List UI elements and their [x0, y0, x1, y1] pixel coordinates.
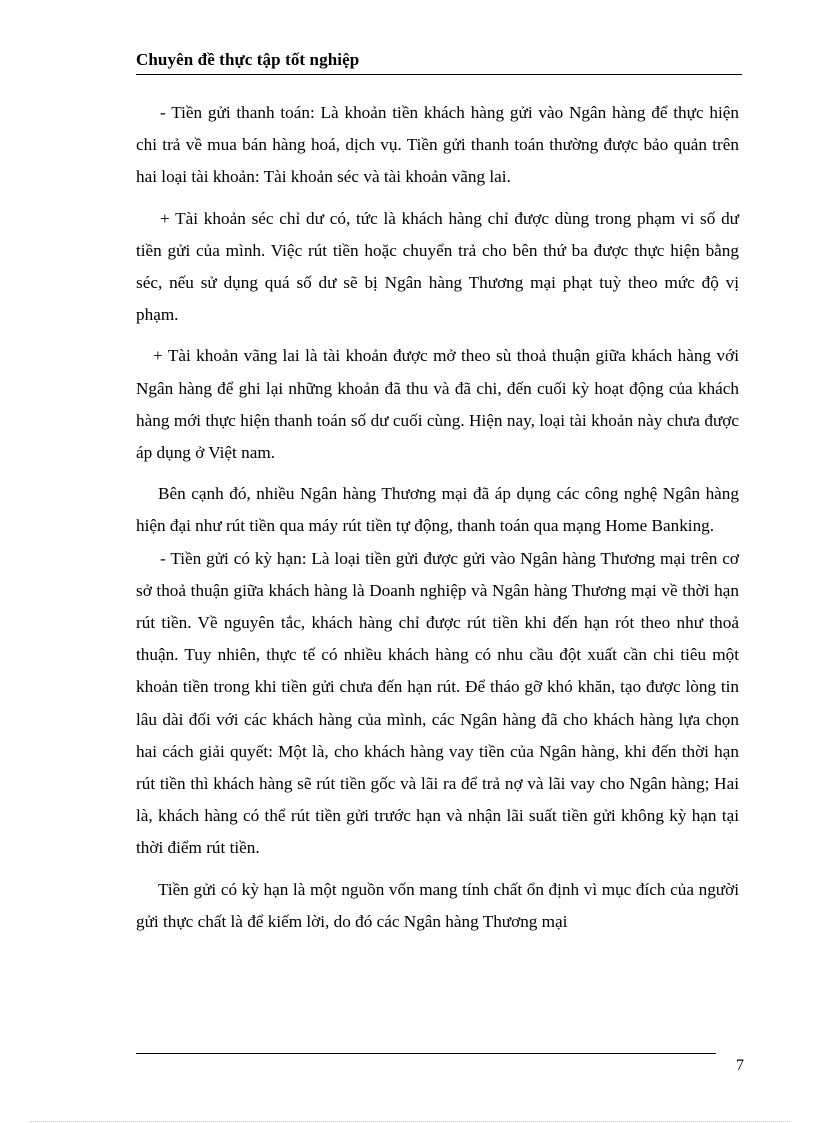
- paragraph-demand-deposit: - Tiền gửi thanh toán: Là khoản tiền khách hàng gửi vào Ngân hàng để thực hiện chi trả về mua bán hàng hoá, dịch vụ. Tiền gửi thanh toán thường được bảo quản trên hai loại tài khoản: Tài khoản séc và tài khoản vãng lai.: [136, 103, 739, 187]
- header-title: Chuyên đề thực tập tốt nghiệp: [136, 50, 360, 69]
- page-number: 7: [736, 1057, 744, 1074]
- paragraph-current-account: + Tài khoản vãng lai là tài khoản được mở theo sù thoả thuận giữa khách hàng với Ngân hàng để ghi lại những khoản đã thu và đã chi, đến cuối kỳ hoạt động của khách hàng mới thực hiện thanh toán số dư cuối cùng. Hiện nay, loại tài khoản này chưa được áp dụng ở Việt nam.: [136, 346, 739, 463]
- page-edge-divider: [30, 1121, 790, 1122]
- paragraph-term-deposit-stability: Tiền gửi có kỳ hạn là một nguồn vốn mang tính chất ổn định vì mục đích của người gửi thực chất là để kiếm lời, do đó các Ngân hàng Thương mại: [136, 879, 739, 931]
- document-body: [136, 97, 739, 938]
- footer-rule: [136, 1053, 716, 1054]
- paragraph-term-deposit: - Tiền gửi có kỳ hạn: Là loại tiền gửi được gửi vào Ngân hàng Thương mại trên cơ sở thoả thuận giữa khách hàng là Doanh nghiệp và Ngân hàng Thương mại về thời hạn rút tiền. Về nguyên tắc, khách hàng chỉ được rút tiền khi đến hạn rót theo như thoả thuận. Tuy nhiên, thực tế có nhiều khách hàng có nhu cầu đột xuất cần chi tiêu một khoản tiền trong khi tiền gửi chưa đến hạn rút. Để tháo gỡ khó khăn, tạo được lòng tin lâu dài đối với các khách hàng của mình, các Ngân hàng đã cho khách hàng lựa chọn hai cách giải quyết: Một là, cho khách hàng vay tiền của Ngân hàng, khi đến thời hạn rút tiền thì khách hàng sẽ rút tiền gốc và lãi ra để trả nợ và lãi vay cho Ngân hàng; Hai là, khách hàng có thể rút tiền gửi trước hạn và nhận lãi suất tiền gửi không kỳ hạn tại thời điểm rút tiền.: [136, 548, 739, 858]
- page-header: [136, 46, 742, 75]
- paragraph-cheque-account: + Tài khoản séc chỉ dư có, tức là khách hàng chỉ được dùng trong phạm vi số dư tiền gửi của mình. Việc rút tiền hoặc chuyển trả cho bên thứ ba được thực hiện bằng séc, nếu sử dụng quá số dư sẽ bị Ngân hàng Thương mại phạt tuỳ theo mức độ vị phạm.: [136, 208, 739, 325]
- paragraph-modern-banking: Bên cạnh đó, nhiều Ngân hàng Thương mại đã áp dụng các công nghệ Ngân hàng hiện đại như rút tiền qua máy rút tiền tự động, thanh toán qua mạng Home Banking.: [136, 484, 739, 536]
